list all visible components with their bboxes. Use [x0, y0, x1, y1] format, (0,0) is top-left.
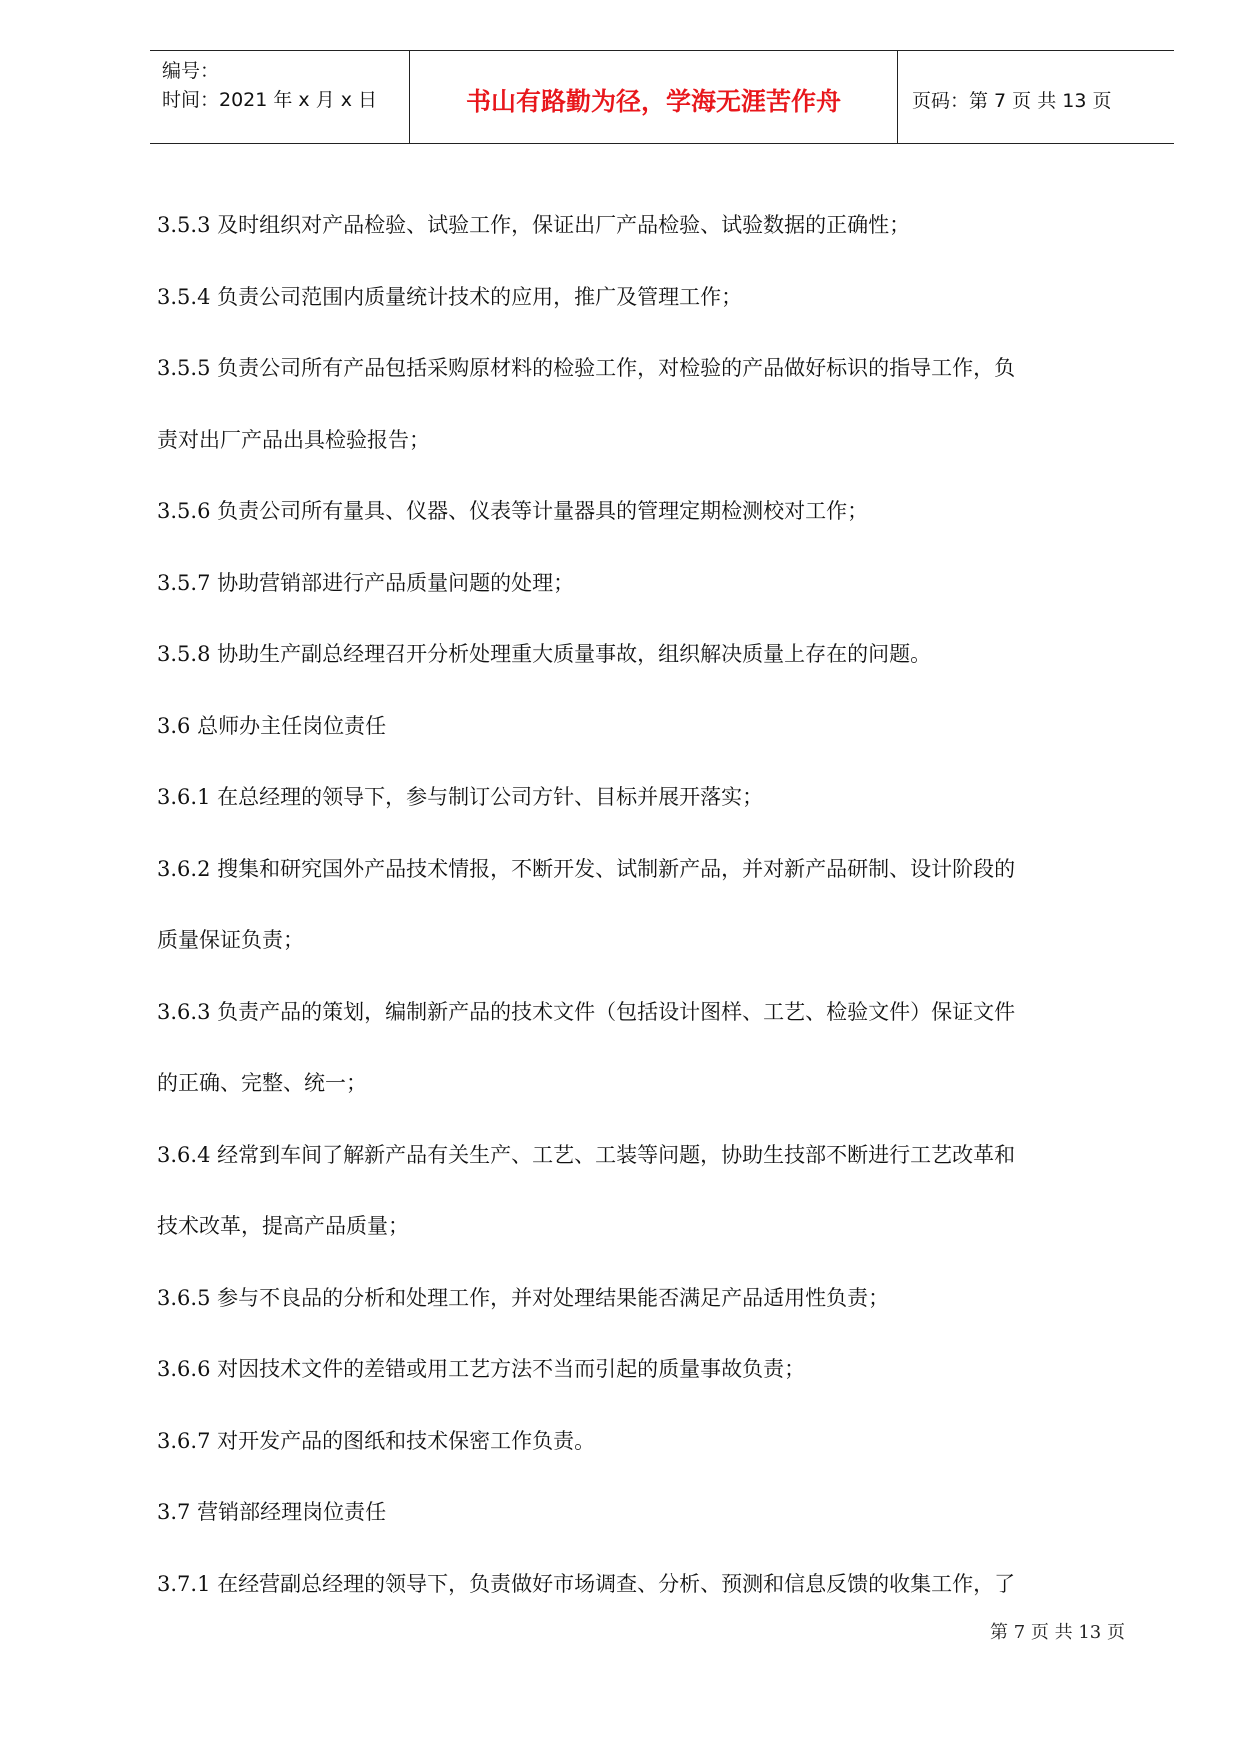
body-line: 3.5.4 负责公司范围内质量统计技术的应用，推广及管理工作； — [157, 284, 743, 309]
body-line: 责对出厂产品出具检验报告； — [157, 427, 430, 452]
body-line: 3.5.7 协助营销部进行产品质量问题的处理； — [157, 570, 575, 595]
body-line: 3.7.1 在经营副总经理的领导下，负责做好市场调查、分析、预测和信息反馈的收集工作，了 — [157, 1571, 1016, 1596]
body-line: 3.6.2 搜集和研究国外产品技术情报，不断开发、试制新产品，并对新产品研制、设计阶段的 — [157, 856, 1016, 881]
section-heading: 3.6 总师办主任岗位责任 — [157, 713, 387, 738]
body-line: 3.5.5 负责公司所有产品包括采购原材料的检验工作，对检验的产品做好标识的指导工作，负 — [157, 356, 1016, 380]
body-line: 3.6.4 经常到车间了解新产品有关生产、工艺、工装等问题，协助生技部不断进行工艺改革和 — [157, 1142, 1016, 1167]
body-line: 3.6.3 负责产品的策划，编制新产品的技术文件（包括设计图样、工艺、检验文件）保证文件 — [157, 999, 1016, 1024]
body-line: 3.6.5 参与不良品的分析和处理工作，并对处理结果能否满足产品适用性负责； — [157, 1285, 890, 1310]
body-line: 的正确、完整、统一； — [157, 1071, 367, 1095]
section-heading: 3.7 营销部经理岗位责任 — [157, 1500, 387, 1524]
page-header — [150, 50, 1174, 144]
body-line: 3.6.1 在总经理的领导下，参与制订公司方针、目标并展开落实； — [157, 785, 764, 809]
header-meta — [150, 51, 410, 143]
header-page-number: 页码：第 7 页 共 13 页 — [912, 89, 1112, 112]
body-line: 3.5.8 协助生产副总经理召开分析处理重大质量事故，组织解决质量上存在的问题。 — [157, 642, 932, 666]
document-time: 时间：2021 年 x 月 x 日 — [162, 89, 378, 111]
body-line: 3.6.6 对因技术文件的差错或用工艺方法不当而引起的质量事故负责； — [157, 1357, 806, 1381]
body-line: 质量保证负责； — [157, 928, 304, 952]
body-line: 3.6.7 对开发产品的图纸和技术保密工作负责。 — [157, 1428, 596, 1453]
body-line: 技术改革，提高产品质量； — [157, 1214, 409, 1238]
document-number: 编号： — [162, 60, 220, 82]
header-motto: 书山有路勤为径，学海无涯苦作舟 — [410, 51, 898, 143]
page-footer: 第 7 页 共 13 页 — [990, 1622, 1125, 1643]
body-line: 3.5.6 负责公司所有量具、仪器、仪表等计量器具的管理定期检测校对工作； — [157, 499, 869, 523]
document-body — [157, 190, 1177, 1620]
body-line: 3.5.3 及时组织对产品检验、试验工作，保证出厂产品检验、试验数据的正确性； — [157, 213, 911, 237]
